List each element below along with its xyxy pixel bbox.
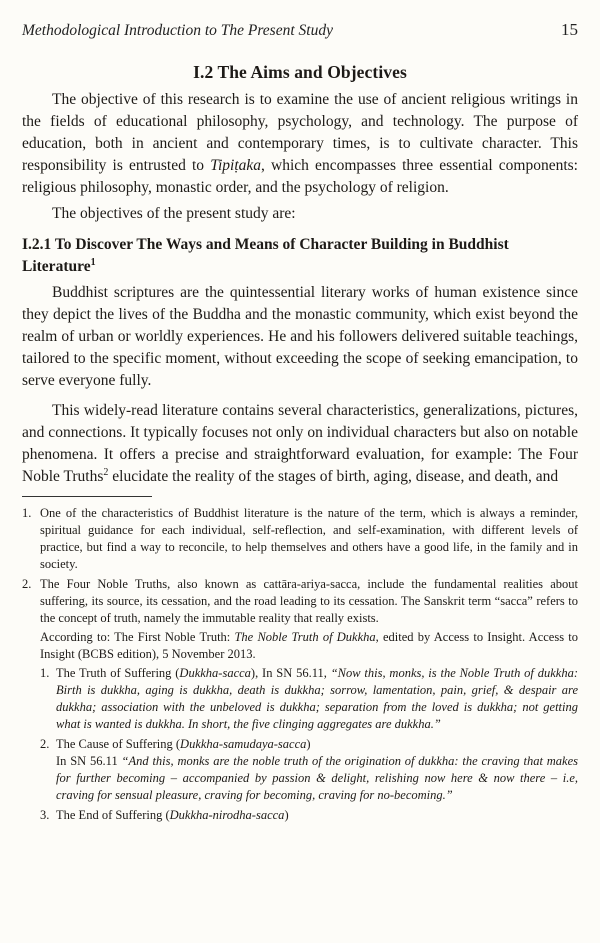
item-head: The Cause of Suffering ( [56,737,181,751]
noble-truths-list [40,665,578,824]
tipitaka-term: Tipiṭaka [210,157,262,174]
footnote-number: 1. [22,506,32,520]
footnote-1 [22,505,578,573]
section-title: I.2 The Aims and Objectives [193,62,407,82]
footnote-number: 2. [22,577,32,591]
footnote-ref-1[interactable]: 1 [90,256,96,268]
item-tail: ) [284,808,289,822]
list-number: 2. [40,737,50,751]
item-tail: ) [306,737,311,751]
list-item [40,736,578,804]
page-number: 15 [561,20,578,39]
item-quote: “And this, monks are the noble truth of the origination of dukkha: the craving that makes for further becoming – accompanied by passion & delight, relishing now here & now there – i.e, craving for sensual pleasure, craving for becoming, craving for no-becoming.” [56,754,578,802]
section-paragraph-2: The objectives of the present study are: [52,205,296,222]
para-text: This widely-read literature contains several characteristics, generalizations, pictures, and connections. It typically focuses not only on individual characters but also on notable phenomena. It offers a precise and straightforward evaluation, for example: The Four Noble Truths [22,402,578,485]
subsection-title-text: I.2.1 To Discover The Ways and Means of Character Building in Buddhist Literature [22,236,509,275]
subsection-title [22,234,578,278]
citation-text: , edited by Access to Insight. Access to Insight (BCBS edition), 5 November 2013. [40,630,578,661]
citation-title: The Noble Truth of Dukkha [234,630,376,644]
footnotes [22,505,578,824]
item-head: The End of Suffering ( [56,808,170,822]
item-term: Dukkha-sacca [179,666,251,680]
footnote-ref-2[interactable]: 2 [103,466,109,478]
item-quote: “Now this, monks, is the Noble Truth of dukkha: Birth is dukkha, aging is dukkha, death is dukkha; sorrow, lamentation, pain, grief, & despair are dukkha; association with the unbeloved is dukkha; separation from the loved is dukkha; not getting what is wanted is dukkha. In short, the five clinging aggregates are dukkha.” [56,666,578,731]
running-head: Methodological Introduction to The Present Study [22,22,333,39]
subsection-paragraph-1: Buddhist scriptures are the quintessential literary works of human existence since they depict the lives of the Buddha and the monastic community, which exist beyond the realm of urban or worldly experiences. He and his followers delivered suitable teachings, tailored to the specific moment, without exceeding the scope of seeking emancipation, to serve everyone fully. [22,284,578,389]
list-number: 1. [40,666,50,680]
list-item [40,665,578,733]
para-text: elucidate the reality of the stages of birth, aging, disease, and death, and [108,468,559,485]
item-term: Dukkha-samudaya-sacca [180,737,307,751]
item-term: Dukkha-nirodha-sacca [169,808,285,822]
list-item [40,807,578,824]
para-text: The objective of this research is to examine the use of ancient religious writings in the fields of educational philosophy, psychology, and technology. The purpose of education, both in ancient and contemporary times, is to cultivate character. This responsibility is entrusted to [22,91,578,174]
footnote-divider [22,496,152,497]
item-tail: ), In SN 56.11, [250,666,331,680]
item-head: The Truth of Suffering ( [56,666,180,680]
item-line2: In SN 56.11 [56,754,122,768]
citation-text: According to: The First Noble Truth: [40,630,235,644]
page-content [22,62,578,827]
footnote-2 [22,576,578,824]
list-number: 3. [40,808,50,822]
subsection-paragraph-2 [22,400,578,488]
para-text: , which encompasses three essential components: religious philosophy, monastic order, and the psychology of religion. [22,157,578,196]
footnote-text: The Four Noble Truths, also known as cattāra-ariya-sacca, include the fundamental realities about suffering, its source, its cessation, and the road leading to its cessation. The Sanskrit term “sacca” refers to the concept of truth, namely the immutable reality that really exists. [40,577,578,625]
footnote-text: One of the characteristics of Buddhist literature is the nature of the term, which is always a reminder, spiritual guidance for each individual, self-reflection, and self-examination, with different levels of practice, but find a way to reconcile, to help themselves and others have a good life, in the family and in society. [40,506,578,571]
section-paragraph-1 [22,89,578,199]
footnote-citation [40,629,578,663]
